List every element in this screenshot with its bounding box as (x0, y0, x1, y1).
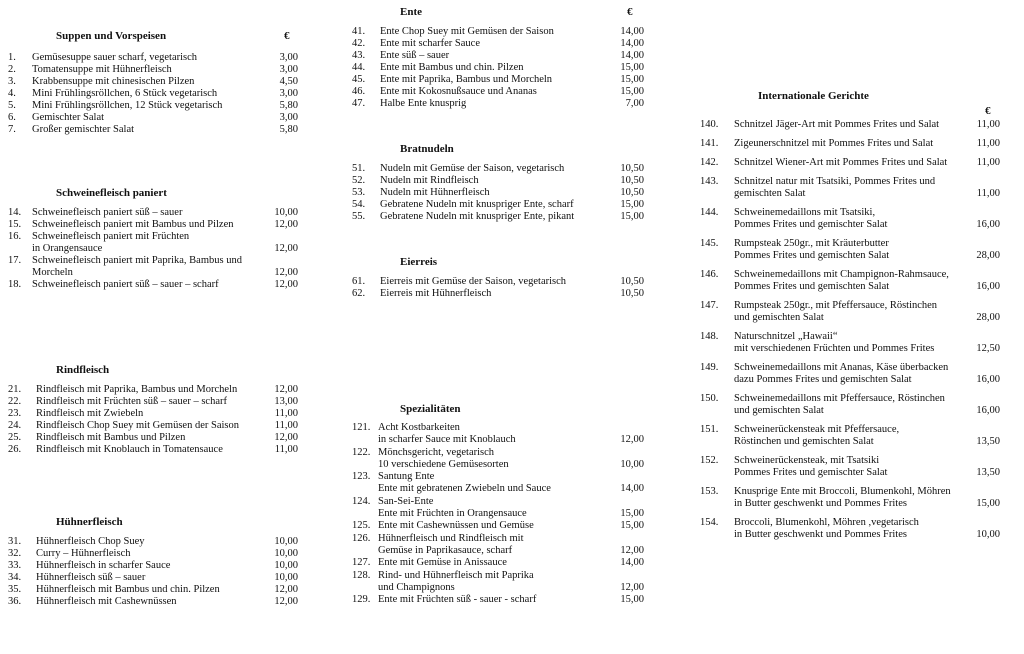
menu-item (8, 64, 298, 76)
item-number: 33. (8, 560, 22, 571)
item-price: 5,80 (279, 124, 298, 135)
item-name: Tomatensuppe mit Hühnerfleisch (32, 64, 172, 75)
section-title: Eierreis (400, 256, 438, 268)
item-number: 128. (352, 569, 371, 581)
item-name: Ente Chop Suey mit Gemüsen der Saison (380, 26, 554, 37)
item-name-line2: in scharfer Sauce mit Knoblauch (378, 434, 516, 446)
item-number: 3. (8, 76, 16, 87)
item-number: 47. (352, 98, 366, 109)
item-price: 12,00 (274, 584, 298, 595)
item-name: Broccoli, Blumenkohl, Möhren ,vegetarisch (734, 517, 919, 528)
item-name: Rindfleisch mit Bambus und Pilzen (36, 432, 186, 443)
item-name: San-Sei-Ente (378, 495, 434, 507)
item-number: 121. (352, 422, 371, 433)
menu-item (352, 86, 644, 98)
item-name: Schweinefleisch paniert mit Paprika, Bambus und (32, 255, 242, 266)
menu-item (8, 207, 298, 219)
item-name: Rindfleisch mit Zwiebeln (36, 408, 144, 419)
item-name: Schweinefleisch paniert mit Früchten (32, 231, 190, 242)
section-title: Internationale Gerichte (758, 90, 869, 102)
item-name: Eierreis mit Hühnerfleisch (380, 288, 492, 299)
item-name: Schweinemedaillons mit Pfeffersauce, Röstinchen (734, 393, 945, 404)
item-name-line2: Gemüse in Paprikasauce, scharf (378, 544, 513, 556)
item-price: 10,00 (976, 529, 1000, 540)
item-number: 46. (352, 86, 366, 97)
item-number: 7. (8, 124, 16, 135)
item-name: Rindfleisch mit Knoblauch in Tomatensauce (36, 444, 223, 455)
item-name: Hühnerfleisch und Rindfleisch mit (378, 532, 524, 544)
item-number: 54. (352, 199, 366, 210)
item-number: 23. (8, 408, 22, 419)
item-name-line2: Ente mit Früchten in Orangensauce (378, 508, 527, 520)
section-title: Hühnerfleisch (56, 516, 123, 528)
item-number: 142. (700, 157, 719, 168)
item-name-line2: mit verschiedenen Früchten und Pommes Frites (734, 343, 935, 354)
menu-item (352, 26, 644, 38)
item-price: 14,00 (620, 26, 644, 37)
item-name: Mini Frühlingsröllchen, 6 Stück vegetarisch (32, 88, 218, 99)
menu-item (352, 422, 644, 447)
menu-item (8, 408, 298, 420)
item-name: Schweinemedaillons mit Ananas, Käse überbacken (734, 362, 949, 373)
item-number: 140. (700, 119, 719, 130)
menu-item (700, 455, 1000, 479)
item-price: 12,00 (274, 432, 298, 443)
item-name: Ente mit scharfer Sauce (380, 38, 480, 49)
item-number: 25. (8, 432, 22, 443)
item-name: Naturschnitzel „Hawaii“ (734, 331, 838, 342)
item-price: 10,50 (620, 276, 644, 287)
item-name-line2: Pommes Frites und gemischter Salat (734, 219, 888, 230)
item-price: 3,00 (279, 112, 298, 123)
menu-item (352, 570, 644, 595)
item-number: 53. (352, 187, 366, 198)
item-name: Rind- und Hühnerfleisch mit Paprika (378, 569, 534, 581)
item-number: 26. (8, 444, 22, 455)
menu-item (700, 138, 1000, 150)
section-title: Schweinefleisch paniert (56, 187, 167, 199)
item-price: 14,00 (620, 50, 644, 61)
item-number: 126. (352, 532, 371, 544)
menu-item (700, 517, 1000, 541)
menu-item (352, 520, 644, 532)
item-number: 15. (8, 219, 22, 230)
menu-item (8, 536, 298, 548)
item-number: 2. (8, 64, 16, 75)
item-price: 15,00 (620, 62, 644, 73)
item-price: 14,00 (620, 557, 644, 569)
item-price: 10,50 (620, 175, 644, 186)
item-name: Zigeunerschnitzel mit Pommes Frites und Salat (734, 138, 934, 149)
menu-item (352, 175, 644, 187)
item-name: Hühnerfleisch mit Cashewnüssen (36, 596, 177, 607)
menu-item (352, 98, 644, 110)
item-price: 16,00 (976, 281, 1000, 292)
item-number: 24. (8, 420, 22, 431)
item-number: 123. (352, 471, 371, 483)
item-number: 31. (8, 536, 22, 547)
menu-item (8, 384, 298, 396)
menu-item (700, 300, 1000, 324)
menu-item (352, 62, 644, 74)
item-price: 11,00 (976, 138, 1000, 149)
menu-item (8, 255, 298, 279)
menu-item (8, 88, 298, 100)
item-price: 16,00 (976, 374, 1000, 385)
item-name-line2: dazu Pommes Frites und gemischten Salat (734, 374, 912, 385)
menu-item (352, 594, 644, 606)
item-price: 11,00 (274, 420, 298, 431)
item-number: 125. (352, 520, 371, 532)
item-name: Hühnerfleisch süß – sauer (36, 572, 146, 583)
item-number: 6. (8, 112, 16, 123)
item-name: Ente mit Kokosnußsauce und Ananas (380, 86, 537, 97)
item-number: 36. (8, 596, 22, 607)
item-price: 12,00 (620, 581, 644, 593)
section-title: Rindfleisch (56, 364, 110, 376)
menu-item (352, 533, 644, 558)
item-name: Knusprige Ente mit Broccoli, Blumenkohl, Möhren (734, 486, 951, 497)
menu-item (352, 276, 644, 288)
item-number: 150. (700, 393, 719, 404)
item-number: 17. (8, 255, 22, 266)
menu-item (352, 211, 644, 223)
item-price: 10,00 (274, 548, 298, 559)
menu-item (352, 557, 644, 569)
item-number: 41. (352, 26, 366, 37)
item-name: Rumpsteak 250gr., mit Kräuterbutter (734, 238, 889, 249)
item-number: 18. (8, 279, 22, 290)
menu-item (352, 288, 644, 300)
item-name: Acht Kostbarkeiten (378, 422, 460, 433)
menu-item (8, 124, 298, 136)
item-name: Ente süß – sauer (380, 50, 450, 61)
item-number: 147. (700, 300, 719, 311)
item-name-line2: Morcheln (32, 267, 73, 278)
item-name: Santung Ente (378, 471, 435, 483)
menu-item (8, 548, 298, 560)
menu-item (700, 238, 1000, 262)
item-number: 127. (352, 557, 371, 569)
item-price: 16,00 (976, 219, 1000, 230)
menu-item (352, 447, 644, 472)
menu-item (352, 187, 644, 199)
menu-item (8, 444, 298, 456)
item-price: 3,00 (279, 52, 298, 63)
item-name-line2: und gemischten Salat (734, 405, 824, 416)
item-name-line2: Pommes Frites und gemischter Salat (734, 467, 888, 478)
menu-item (8, 279, 298, 291)
item-name-line2: 10 verschiedene Gemüsesorten (378, 458, 509, 470)
item-number: 55. (352, 211, 366, 222)
item-number: 122. (352, 446, 371, 458)
menu-item (700, 486, 1000, 510)
item-price: 11,00 (274, 408, 298, 419)
item-name: Nudeln mit Rindfleisch (380, 175, 479, 186)
menu-item (352, 38, 644, 50)
item-price: 15,00 (620, 594, 644, 606)
menu-item (352, 163, 644, 175)
item-number: 45. (352, 74, 366, 85)
item-number: 149. (700, 362, 719, 373)
item-price: 15,00 (620, 74, 644, 85)
euro-symbol: € (284, 30, 290, 42)
item-number: 34. (8, 572, 22, 583)
item-name: Mönchsgericht, vegetarisch (378, 446, 495, 458)
item-price: 7,00 (625, 98, 644, 109)
item-price: 14,00 (620, 483, 644, 495)
item-price: 10,00 (274, 560, 298, 571)
item-price: 15,00 (620, 86, 644, 97)
menu-item (700, 393, 1000, 417)
item-price: 12,00 (274, 279, 298, 290)
item-number: 4. (8, 88, 16, 99)
item-number: 52. (352, 175, 366, 186)
item-price: 12,00 (274, 596, 298, 607)
menu-item (700, 176, 1000, 200)
item-name: Hühnerfleisch mit Bambus und chin. Pilzen (36, 584, 220, 595)
menu-item (8, 112, 298, 124)
item-price: 10,50 (620, 163, 644, 174)
menu-item (352, 50, 644, 62)
item-name-line2: gemischten Salat (734, 188, 806, 199)
item-price: 3,00 (279, 88, 298, 99)
section-title: Bratnudeln (400, 143, 454, 155)
item-name-line2: in Butter geschwenkt und Pommes Frites (734, 498, 907, 509)
item-name: Rindfleisch mit Paprika, Bambus und Morcheln (36, 384, 238, 395)
item-name: Schweinemedaillons mit Champignon-Rahmsauce, (734, 269, 949, 280)
menu-item (8, 584, 298, 596)
menu-item (700, 269, 1000, 293)
item-name: Schweinefleisch paniert süß – sauer – scharf (32, 279, 219, 290)
item-name: Ente mit Cashewnüssen und Gemüse (378, 520, 534, 532)
item-price: 12,00 (274, 384, 298, 395)
item-price: 4,50 (279, 76, 298, 87)
item-name: Ente mit Gemüse in Anissauce (378, 557, 507, 569)
item-price: 10,00 (620, 458, 644, 470)
item-name: Krabbensuppe mit chinesischen Pilzen (32, 76, 195, 87)
menu-item (700, 157, 1000, 169)
item-price: 15,00 (620, 211, 644, 222)
item-number: 148. (700, 331, 719, 342)
item-name: Schnitzel Wiener-Art mit Pommes Frites und Salat (734, 157, 948, 168)
item-name: Ente mit Früchten süß - sauer - scharf (378, 594, 537, 606)
item-price: 16,00 (976, 405, 1000, 416)
item-number: 154. (700, 517, 719, 528)
item-name-line2: und Champignons (378, 581, 455, 593)
item-price: 10,00 (274, 207, 298, 218)
item-name: Schweinerückensteak mit Pfeffersauce, (734, 424, 900, 435)
item-price: 15,00 (620, 199, 644, 210)
item-number: 14. (8, 207, 22, 218)
item-price: 11,00 (976, 157, 1000, 168)
item-name: Gemüsesuppe sauer scharf, vegetarisch (32, 52, 198, 63)
menu-item (8, 596, 298, 608)
item-price: 11,00 (274, 444, 298, 455)
euro-symbol: € (985, 105, 991, 117)
menu-item (352, 471, 644, 496)
item-name: Gebratene Nudeln mit knuspriger Ente, pikant (380, 211, 575, 222)
item-name: Hühnerfleisch Chop Suey (36, 536, 145, 547)
item-price: 15,00 (620, 508, 644, 520)
menu-item (8, 100, 298, 112)
item-name: Großer gemischter Salat (32, 124, 135, 135)
item-price: 12,00 (274, 267, 298, 278)
item-number: 42. (352, 38, 366, 49)
item-number: 152. (700, 455, 719, 466)
item-name: Ente mit Bambus und chin. Pilzen (380, 62, 524, 73)
item-number: 124. (352, 495, 371, 507)
euro-symbol: € (627, 6, 633, 18)
item-price: 12,00 (620, 544, 644, 556)
menu-item (8, 572, 298, 584)
item-number: 143. (700, 176, 719, 187)
item-name: Schweinemedaillons mit Tsatsiki, (734, 207, 876, 218)
item-name: Schnitzel natur mit Tsatsiki, Pommes Frites und (734, 176, 936, 187)
item-name-line2: Röstinchen und gemischten Salat (734, 436, 874, 447)
item-name: Rindfleisch mit Früchten süß – sauer – scharf (36, 396, 227, 407)
menu-item (352, 496, 644, 521)
menu-item (700, 207, 1000, 231)
section-title: Suppen und Vorspeisen (56, 30, 167, 42)
item-number: 61. (352, 276, 366, 287)
item-name-line2: Ente mit gebratenen Zwiebeln und Sauce (378, 483, 551, 495)
item-name: Halbe Ente knusprig (380, 98, 467, 109)
item-number: 21. (8, 384, 22, 395)
item-name: Nudeln mit Gemüse der Saison, vegetarisch (380, 163, 565, 174)
item-price: 3,00 (279, 64, 298, 75)
menu-item (700, 331, 1000, 355)
item-name: Gebratene Nudeln mit knuspriger Ente, scharf (380, 199, 574, 210)
menu-item (8, 420, 298, 432)
item-price: 13,50 (976, 467, 1000, 478)
item-name: Curry – Hühnerfleisch (36, 548, 131, 559)
item-price: 5,80 (279, 100, 298, 111)
item-name-line2: Pommes Frites und gemischten Salat (734, 250, 890, 261)
item-number: 62. (352, 288, 366, 299)
item-name-line2: in Butter geschwenkt und Pommes Frites (734, 529, 907, 540)
item-price: 12,00 (620, 434, 644, 446)
item-price: 12,50 (976, 343, 1000, 354)
item-number: 35. (8, 584, 22, 595)
item-name: Ente mit Paprika, Bambus und Morcheln (380, 74, 553, 85)
menu-item (700, 119, 1000, 131)
menu-item (8, 560, 298, 572)
section-title: Spezialitäten (400, 403, 461, 415)
item-number: 1. (8, 52, 16, 63)
menu-item (352, 199, 644, 211)
item-number: 43. (352, 50, 366, 61)
item-number: 16. (8, 231, 22, 242)
item-price: 13,50 (976, 436, 1000, 447)
item-number: 153. (700, 486, 719, 497)
menu-item (8, 432, 298, 444)
item-name: Hühnerfleisch in scharfer Sauce (36, 560, 171, 571)
item-price: 28,00 (976, 250, 1000, 261)
item-name-line2: in Orangensauce (32, 243, 103, 254)
item-name: Schweinerückensteak, mit Tsatsiki (734, 455, 880, 466)
item-price: 12,00 (274, 243, 298, 254)
menu-item (700, 362, 1000, 386)
item-price: 14,00 (620, 38, 644, 49)
item-number: 145. (700, 238, 719, 249)
item-price: 10,00 (274, 572, 298, 583)
item-price: 10,50 (620, 288, 644, 299)
menu-item (700, 424, 1000, 448)
item-number: 144. (700, 207, 719, 218)
menu-item (8, 219, 298, 231)
item-number: 151. (700, 424, 719, 435)
item-price: 15,00 (976, 498, 1000, 509)
item-number: 141. (700, 138, 719, 149)
item-name: Eierreis mit Gemüse der Saison, vegetarisch (380, 276, 567, 287)
item-number: 146. (700, 269, 719, 280)
menu-item (8, 396, 298, 408)
item-name: Rindfleisch Chop Suey mit Gemüsen der Saison (36, 420, 239, 431)
menu-item (352, 74, 644, 86)
item-name: Schweinefleisch paniert süß – sauer (32, 207, 183, 218)
section-title: Ente (400, 6, 422, 18)
item-price: 10,50 (620, 187, 644, 198)
menu-item (8, 52, 298, 64)
item-number: 5. (8, 100, 16, 111)
item-price: 15,00 (620, 520, 644, 532)
item-price: 13,00 (274, 396, 298, 407)
item-price: 10,00 (274, 536, 298, 547)
item-price: 11,00 (976, 188, 1000, 199)
item-name: Gemischter Salat (32, 112, 105, 123)
item-name-line2: Pommes Frites und gemischten Salat (734, 281, 890, 292)
item-number: 22. (8, 396, 22, 407)
item-number: 44. (352, 62, 366, 73)
item-name: Schweinefleisch paniert mit Bambus und Pilzen (32, 219, 234, 230)
item-price: 12,00 (274, 219, 298, 230)
item-name-line2: und gemischten Salat (734, 312, 824, 323)
item-price: 11,00 (976, 119, 1000, 130)
item-name: Mini Frühlingsröllchen, 12 Stück vegetarisch (32, 100, 223, 111)
item-name: Nudeln mit Hühnerfleisch (380, 187, 490, 198)
item-number: 32. (8, 548, 22, 559)
item-number: 51. (352, 163, 366, 174)
item-price: 28,00 (976, 312, 1000, 323)
menu-item (8, 231, 298, 255)
item-number: 129. (352, 594, 371, 606)
item-name: Rumpsteak 250gr., mit Pfeffersauce, Röstinchen (734, 300, 938, 311)
menu-item (8, 76, 298, 88)
item-name: Schnitzel Jäger-Art mit Pommes Frites und Salat (734, 119, 940, 130)
